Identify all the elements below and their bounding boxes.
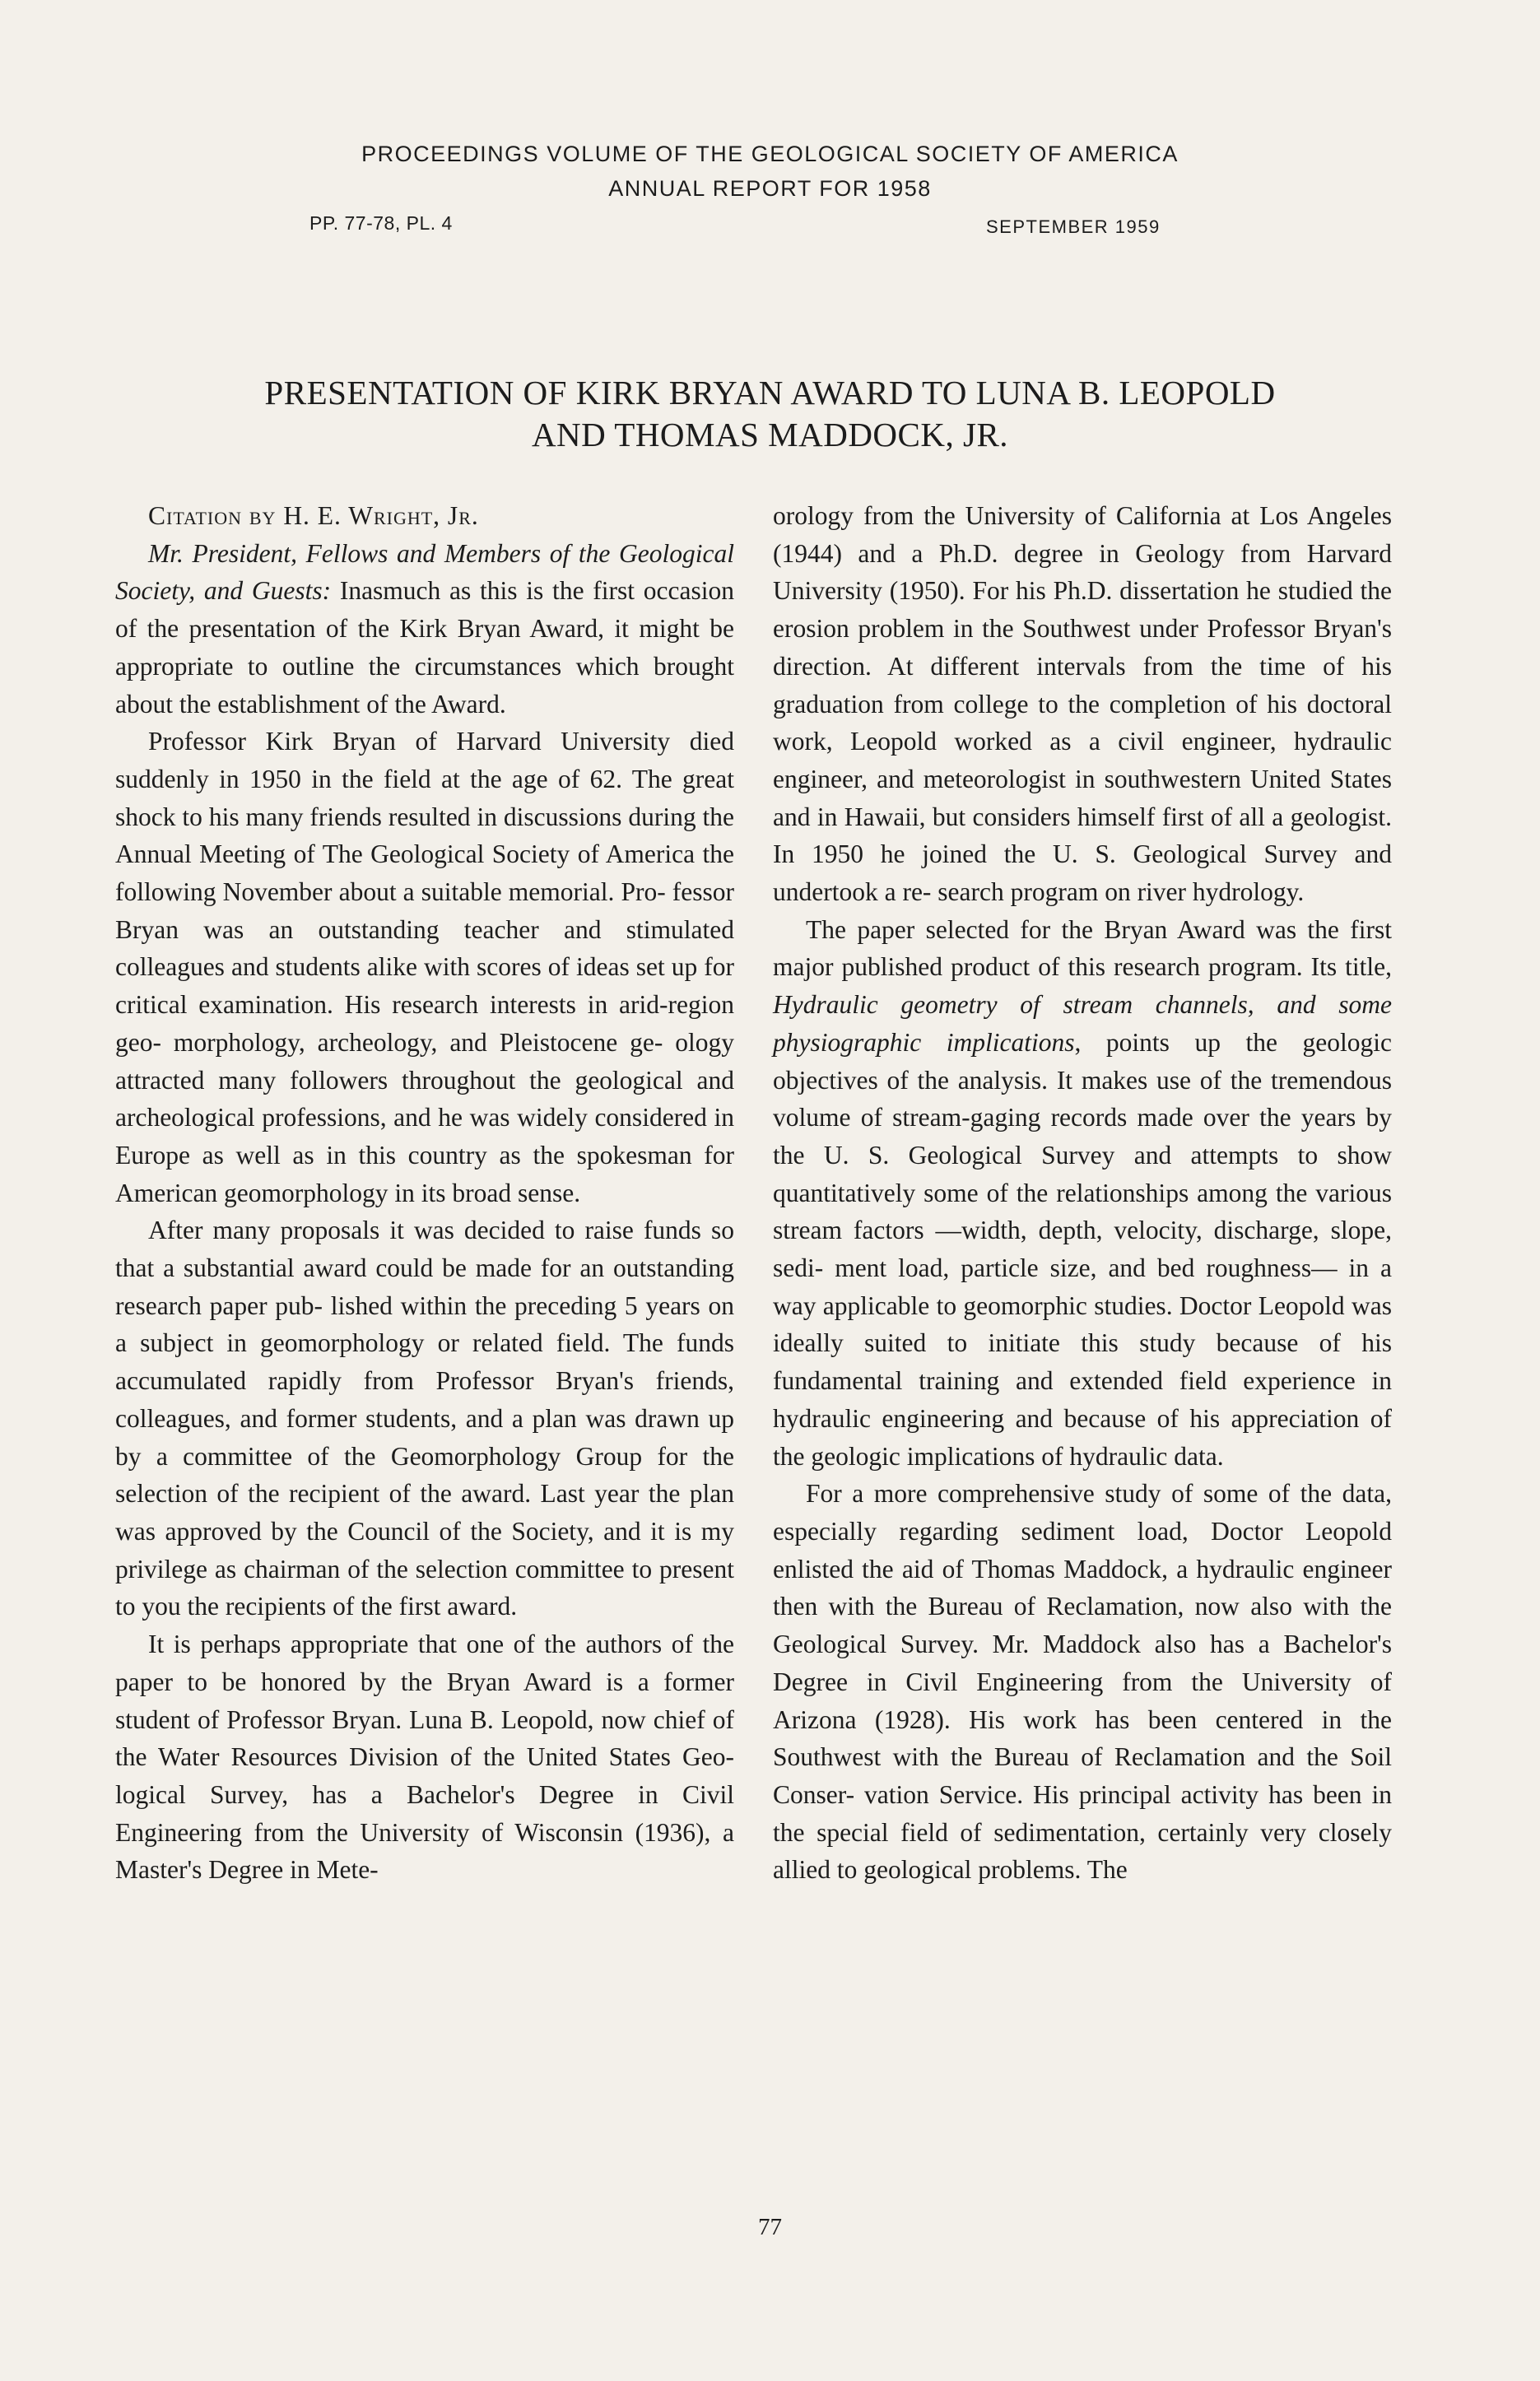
page-number: 77: [758, 2214, 782, 2240]
article-title: [0, 372, 1540, 456]
paragraph: Professor Kirk Bryan of Harvard University died suddenly in 1950 in the field at the age of 62. The great shock to his many friends resulted in discussions during the Annual Meeting of The Geological Society of America the following November about a suitable memorial. Pro- fessor Bryan was an outstanding teacher and stimulated colleagues and students alike with scores of ideas set up for critical examination. His research interests in arid-region geo- morphology, archeology, and Pleistocene ge- ology attracted many followers throughout the geological and archeological professions, and he was widely considered in Europe as well as in this country as the spokesman for American geomorphology in its broad sense.: [115, 727, 734, 1207]
paragraph: [773, 911, 1392, 1476]
article-title-line2: AND THOMAS MADDOCK, JR.: [531, 416, 1009, 453]
citation-byline: Citation by H. E. Wright, Jr.: [148, 501, 479, 530]
running-header-subtitle: ANNUAL REPORT FOR 1958: [608, 176, 932, 201]
paragraph-text: The paper selected for the Bryan Award was the first major published product of this research program. Its title,: [773, 914, 1392, 982]
paragraph: After many proposals it was decided to raise funds so that a substantial award could be made for an outstanding research paper pub- lished within the preceding 5 years on a subject in geomorphology or related field. The funds accumulated rapidly from Professor Bryan's friends, colleagues, and former students, and a plan was drawn up by a committee of the Geomorphology Group for the selection of the recipient of the award. Last year the plan was approved by the Council of the Society, and it is my privilege as chairman of the selection committee to present to you the recipients of the first award.: [115, 1216, 734, 1621]
cited-paper-title: Hydraulic geometry of stream channels, and some physiographic implications: [773, 990, 1392, 1057]
left-column: [115, 497, 734, 1889]
paragraph: [115, 535, 734, 723]
header-date: SEPTEMBER 1959: [986, 216, 1161, 237]
paragraph-text: , points up the geologic objectives of the analysis. It makes use of the tremendous volume of stream-gaging records made over the years by the U. S. Geological Survey and attempts to show quantitatively some of the relationships among the various stream factors —width, depth, velocity, discharge, slope, sedi- ment load, particle size, and bed roughness— in a way applicable to geomorphic studies. Doctor Leopold was ideally suited to initiate this study because of his fundamental training and extended field experience in hydraulic engineering and because of his appreciation of the geologic implications of hydraulic data.: [773, 1027, 1392, 1471]
paragraph: orology from the University of California at Los Angeles (1944) and a Ph.D. degree in Geology from Harvard University (1950). For his Ph.D. dissertation he studied the erosion problem in the Southwest under Professor Bryan's direction. At different intervals from the time of his graduation from college to the completion of his doctoral work, Leopold worked as a civil engineer, hydraulic engineer, and meteorologist in southwestern United States and in Hawaii, but considers himself first of all a geologist. In 1950 he joined the U. S. Geological Survey and undertook a re- search program on river hydrology.: [773, 501, 1392, 907]
running-header-title: PROCEEDINGS VOLUME OF THE GEOLOGICAL SOCIETY OF AMERICA: [361, 142, 1179, 166]
paragraph: It is perhaps appropriate that one of the authors of the paper to be honored by the Bryan Award is a former student of Professor Bryan. Luna B. Leopold, now chief of the Water Resources Division of the United States Geo- logical Survey, has a Bachelor's Degree in Civil Engineering from the University of Wisconsin (1936), a Master's Degree in Mete-: [115, 1630, 734, 1885]
article-title-line1: PRESENTATION OF KIRK BRYAN AWARD TO LUNA B. LEOPOLD: [264, 374, 1276, 412]
right-column: [773, 497, 1392, 1889]
paragraph-text: Inasmuch as this is the first occasion of the presentation of the Kirk Bryan Award, it might be appropriate to outline the circumstances which brought about the establishment of the Award.: [115, 576, 734, 718]
salutation: Mr. President, Fellows and Members of the Geological Society, and Guests:: [115, 538, 734, 606]
paragraph: For a more comprehensive study of some of the data, especially regarding sediment load, Doctor Leopold enlisted the aid of Thomas Maddock, a hydraulic engineer then with the Bureau of Reclamation, now also with the Geological Survey. Mr. Maddock also has a Bachelor's Degree in Civil Engineering from the University of Arizona (1928). His work has been centered in the Southwest with the Bureau of Reclamation and the Soil Conser- vation Service. His principal activity has been in the special field of sedimentation, certainly very closely allied to geological problems. The: [773, 1479, 1392, 1885]
header-page-range: PP. 77-78, PL. 4: [309, 212, 453, 234]
